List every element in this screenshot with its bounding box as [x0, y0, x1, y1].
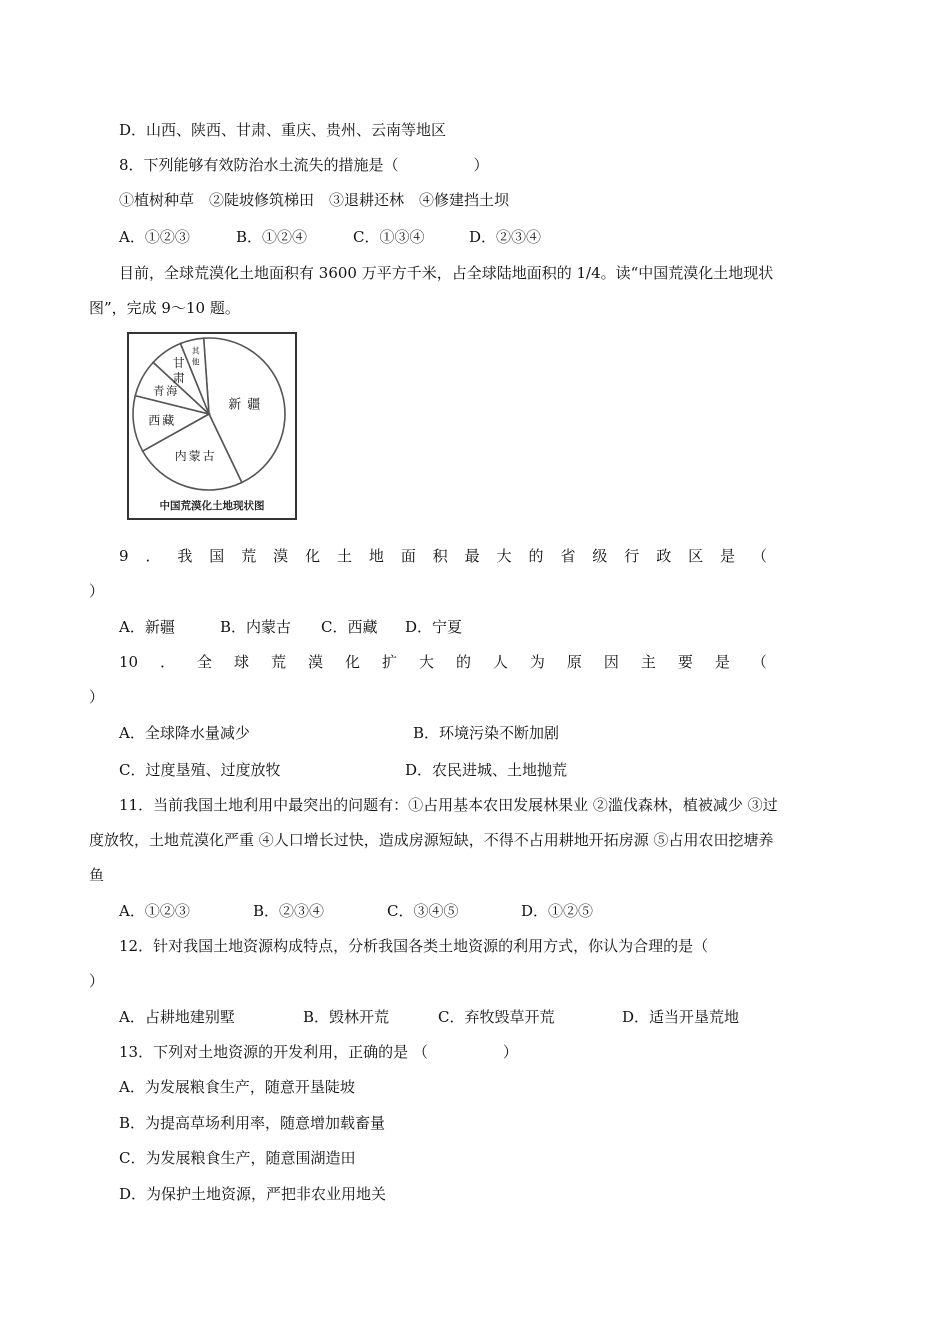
q11-line-1: 11．当前我国土地利用中最突出的问题有：①占用基本农田发展林果业 ②滥伐森林，植被减少 ③过	[119, 796, 778, 814]
q8-items: ①植树种草 ②陡坡修筑梯田 ③退耕还林 ④修建挡土坝	[119, 191, 510, 209]
q11-line-2: 度放牧，土地荒漠化严重 ④人口增长过快，造成房源短缺，不得不占用耕地开拓房源 ⑤占用农田挖塘养	[89, 831, 774, 849]
q10-option-c: C．过度垦殖、过度放牧	[119, 761, 281, 779]
q9-stem-char: 荒	[241, 547, 257, 565]
q8-stem: 8．下列能够有效防治水土流失的措施是（ ）	[119, 156, 489, 174]
q10-option-d: D．农民进城、土地抛荒	[405, 761, 568, 779]
q9-stem-char: 级	[592, 547, 608, 565]
pie-chart-figure	[127, 332, 297, 520]
pie-slice-label: 甘肃	[172, 355, 185, 385]
q10-stem-char: 原	[566, 653, 582, 671]
q11-option-b: B．②③④	[253, 902, 325, 920]
q9-option-d: D．宁夏	[405, 618, 463, 636]
q9-stem-char: 国	[209, 547, 225, 565]
pie-slice-label: 内蒙古	[174, 449, 217, 464]
intro-line-1: 目前，全球荒漠化土地面积有 3600 万平方千米，占全球陆地面积的 1/4。读“中国荒漠化土地现状	[119, 264, 774, 282]
pie-slice-label: 新疆	[228, 397, 267, 413]
q9-stem-char: 漠	[273, 547, 289, 565]
q10-stem-char: 荒	[271, 653, 287, 671]
q10-option-b: B．环境污染不断加剧	[413, 724, 560, 742]
q9-stem-char: ．	[145, 547, 161, 565]
pie-slice-label: 青海	[153, 384, 180, 398]
q10-stem-char: ．	[160, 653, 176, 671]
q9-stem-char: 行	[624, 547, 640, 565]
q9-stem-char: 政	[656, 547, 672, 565]
q9-stem	[119, 546, 767, 566]
q9-stem-char: 地	[368, 547, 384, 565]
q12-option-b: B．毁林开荒	[303, 1008, 390, 1026]
q10-stem-char: 因	[603, 653, 619, 671]
q10-stem-char: 主	[640, 653, 656, 671]
q12-option-c: C．弃牧毁草开荒	[438, 1008, 555, 1026]
q9-stem-char: 面	[400, 547, 416, 565]
q10-stem-char: 全	[197, 653, 213, 671]
q10-stem-char: （	[751, 653, 767, 671]
q13-option-b: B．为提高草场利用率，随意增加载畜量	[119, 1114, 386, 1132]
q9-stem-char: 土	[336, 547, 352, 565]
q8-option-d: D．②③④	[469, 228, 542, 246]
q12-option-a: A．占耕地建别墅	[119, 1008, 235, 1026]
q12-option-d: D．适当开垦荒地	[622, 1008, 740, 1026]
q9-stem-char: 化	[305, 547, 321, 565]
q13-option-d: D．为保护土地资源，严把非农业用地关	[119, 1185, 387, 1203]
q11-line-3: 鱼	[89, 866, 105, 884]
q10-stem-char: 漠	[308, 653, 324, 671]
q10-stem-char: 10	[119, 653, 139, 671]
q10-stem-char: 化	[344, 653, 360, 671]
q11-option-d: D．①②⑤	[521, 902, 594, 920]
q10-stem-char: 的	[455, 653, 471, 671]
q8-option-b: B．①②④	[236, 228, 308, 246]
q9-option-c: C．西藏	[321, 618, 378, 636]
q8-option-a: A．①②③	[119, 228, 190, 246]
q9-option-b: B．内蒙古	[220, 618, 292, 636]
q9-stem-close: ）	[89, 582, 105, 600]
q9-option-a: A．新疆	[119, 618, 175, 636]
q7-option-d: D．山西、陕西、甘肃、重庆、贵州、云南等地区	[119, 121, 447, 139]
q10-stem	[119, 652, 767, 672]
q12-stem: 12．针对我国土地资源构成特点，分析我国各类土地资源的利用方式，你认为合理的是（	[119, 937, 709, 955]
q13-stem: 13．下列对土地资源的开发利用，正确的是 （ ）	[119, 1043, 518, 1061]
q10-stem-close: ）	[89, 688, 105, 706]
q10-option-a: A．全球降水量减少	[119, 724, 250, 742]
q9-stem-char: 大	[496, 547, 512, 565]
q9-stem-char: 是	[720, 547, 736, 565]
q10-stem-char: 人	[492, 653, 508, 671]
pie-slice-label: 西藏	[148, 413, 177, 428]
q12-stem-close: ）	[89, 972, 105, 990]
q11-option-c: C．③④⑤	[387, 902, 459, 920]
figure-caption: 中国荒漠化土地现状图	[159, 500, 265, 512]
q8-option-c: C．①③④	[353, 228, 425, 246]
q10-stem-char: 球	[234, 653, 250, 671]
q9-stem-char: 积	[432, 547, 448, 565]
intro-line-2: 图”，完成 9～10 题。	[89, 299, 240, 317]
pie-slice-label: 其他	[191, 346, 200, 367]
q13-option-a: A．为发展粮食生产，随意开垦陡坡	[119, 1078, 355, 1096]
q9-stem-char: 的	[528, 547, 544, 565]
q9-stem-char: （	[751, 547, 767, 565]
q9-stem-char: 9	[119, 547, 129, 565]
q10-stem-char: 为	[529, 653, 545, 671]
pie-chart	[129, 334, 295, 518]
q13-option-c: C．为发展粮食生产，随意围湖造田	[119, 1149, 356, 1167]
q10-stem-char: 大	[418, 653, 434, 671]
q10-stem-char: 要	[677, 653, 693, 671]
q10-stem-char: 扩	[381, 653, 397, 671]
q11-option-a: A．①②③	[119, 902, 190, 920]
q9-stem-char: 省	[560, 547, 576, 565]
q9-stem-char: 区	[688, 547, 704, 565]
q9-stem-char: 最	[464, 547, 480, 565]
q9-stem-char: 我	[177, 547, 193, 565]
q10-stem-char: 是	[714, 653, 730, 671]
